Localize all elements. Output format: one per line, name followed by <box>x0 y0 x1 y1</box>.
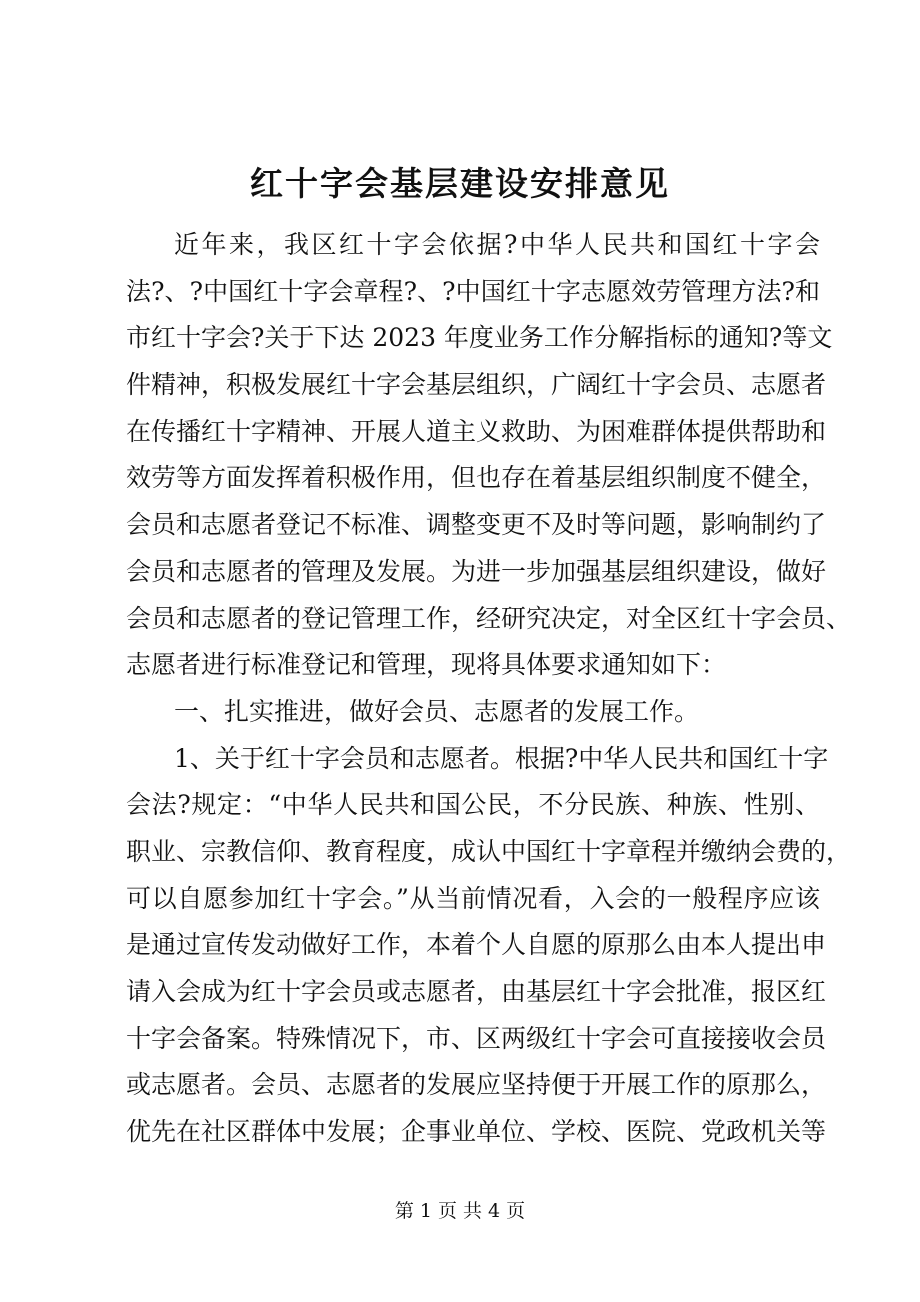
paragraph-line: 会法?规定：“中华人民共和国公民，不分民族、种族、性别、 <box>126 790 820 820</box>
paragraph-line: 效劳等方面发挥着积极作用，但也存在着基层组织制度不健全， <box>126 463 827 493</box>
paragraph-line: 优先在社区群体中发展；企事业单位、学校、医院、党政机关等 <box>126 1117 827 1147</box>
paragraph-line: 十字会备案。特殊情况下，市、区两级红十字会可直接接收会员 <box>126 1023 827 1053</box>
document-body <box>126 222 852 1156</box>
section-heading: 一、扎实推进，做好会员、志愿者的发展工作。 <box>174 696 700 726</box>
paragraph-line: 或志愿者。会员、志愿者的发展应坚持便于开展工作的原那么， <box>126 1070 827 1100</box>
paragraph-line: 在传播红十字精神、开展人道主义救助、为困难群体提供帮助和 <box>126 416 827 446</box>
paragraph-line: 是通过宣传发动做好工作，本着个人自愿的原那么由本人提出申 <box>126 930 827 960</box>
page-footer: 第 1 页 共 4 页 <box>394 1200 526 1222</box>
paragraph-line: 可以自愿参加红十字会。”从当前情况看，入会的一般程序应该 <box>126 883 820 913</box>
paragraph-line: 志愿者进行标准登记和管理，现将具体要求通知如下： <box>126 650 727 680</box>
paragraph-line: 会员和志愿者的登记管理工作，经研究决定，对全区红十字会员、 <box>126 603 852 633</box>
paragraph-line: 会员和志愿者登记不标准、调整变更不及时等问题，影响制约了 <box>126 510 827 540</box>
paragraph-line: 近年来，我区红十字会依据?中华人民共和国红十字会 <box>174 230 820 259</box>
document-title: 红十字会基层建设安排意见 <box>250 164 670 203</box>
paragraph-line: 件精神，积极发展红十字会基层组织，广阔红十字会员、志愿者 <box>126 370 827 400</box>
paragraph-line: 会员和志愿者的管理及发展。为进一步加强基层组织建设，做好 <box>126 556 827 586</box>
paragraph-line: 法?、?中国红十字会章程?、?中国红十字志愿效劳管理方法?和 <box>126 276 820 306</box>
paragraph-line: 市红十字会?关于下达 2023 年度业务工作分解指标的通知?等文 <box>126 323 833 353</box>
paragraph-line: 1、关于红十字会员和志愿者。根据?中华人民共和国红十字 <box>174 743 829 773</box>
paragraph-line: 职业、宗教信仰、教育程度，成认中国红十字章程并缴纳会费的， <box>126 836 852 866</box>
paragraph-line: 请入会成为红十字会员或志愿者，由基层红十字会批准，报区红 <box>126 977 827 1006</box>
